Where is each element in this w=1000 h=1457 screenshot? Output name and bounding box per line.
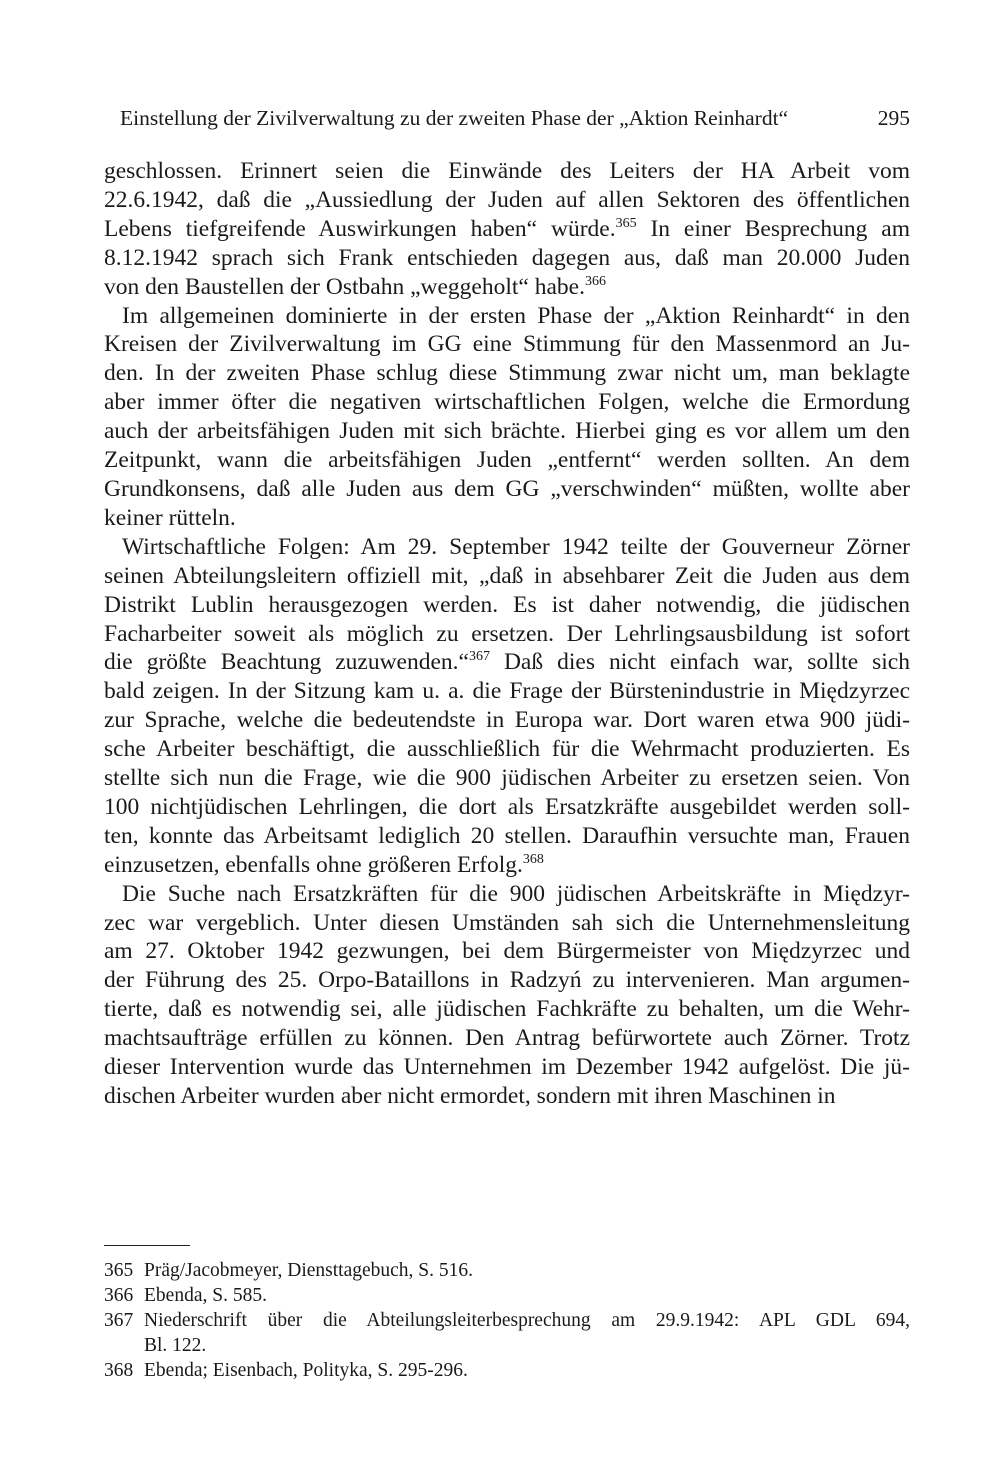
text-line: Facharbeiter soweit als möglich zu ersetzen. Der Lehrlingsausbildung ist sofort <box>104 620 910 647</box>
footnotes <box>104 1258 910 1383</box>
footnote-number: 367 <box>104 1310 134 1331</box>
footnote-reference[interactable]: 368 <box>522 851 544 867</box>
footnote <box>104 1358 910 1383</box>
text-line: ten, konnte das Arbeitsamt lediglich 20 stellen. Daraufhin versuchte man, Frauen <box>104 822 910 849</box>
text-line: dischen Arbeiter wurden aber nicht ermordet, sondern mit ihren Maschinen in <box>104 1083 836 1109</box>
text-line: Die Suche nach Ersatzkräften für die 900 jüdischen Arbeitskräfte in Międzyr- <box>122 880 910 907</box>
paragraph <box>104 533 910 880</box>
footnote-text: Niederschrift über die Abteilungsleiterbesprechung am 29.9.1942: APL GDL 694, <box>144 1310 910 1331</box>
footnote-text: Ebenda; Eisenbach, Polityka, S. 295-296. <box>144 1360 468 1381</box>
footnote-text: Präg/Jacobmeyer, Diensttagebuch, S. 516. <box>144 1260 474 1281</box>
text-line: einzusetzen, ebenfalls ohne größeren Erfolg.$^{368}$ <box>104 851 544 878</box>
text-line: 22.6.1942, daß die „Aussiedlung der Juden auf allen Sektoren des öffentlichen <box>104 186 910 213</box>
text-line: stellte sich nun die Frage, wie die 900 jüdischen Arbeiter zu ersetzen seien. Von <box>104 765 910 792</box>
text-line: den. In der zweiten Phase schlug diese Stimmung zwar nicht um, man beklagte <box>104 360 910 387</box>
text-line: von den Baustellen der Ostbahn „weggeholt“ habe.$^{366}$ <box>104 273 606 300</box>
text-line: am 27. Oktober 1942 gezwungen, bei dem Bürgermeister von Międzyrzec und <box>104 938 910 965</box>
text-line: zur Sprache, welche die bedeutendste in Europa war. Dort waren etwa 900 jüdi- <box>104 707 910 734</box>
text-line: der Führung des 25. Orpo-Bataillons in Radzyń zu intervenieren. Man argumen- <box>104 967 910 994</box>
text-line: aber immer öfter die negativen wirtschaftlichen Folgen, welche die Ermordung <box>104 389 910 416</box>
footnote <box>104 1283 910 1308</box>
footnote-reference[interactable]: 367 <box>468 649 490 665</box>
footnote-number: 368 <box>104 1360 134 1381</box>
text-line: Lebens tiefgreifende Auswirkungen haben“ würde.$^{365}$ In einer Besprechung am <box>104 215 910 242</box>
footnote-reference[interactable]: 365 <box>615 215 637 231</box>
paragraph <box>104 302 910 533</box>
text-line: Distrikt Lublin herausgezogen werden. Es ist daher notwendig, die jüdischen <box>104 591 910 618</box>
main-text <box>104 157 910 1111</box>
text-line: keiner rütteln. <box>104 504 236 531</box>
footnote-text: Bl. 122. <box>144 1335 207 1356</box>
footnote-number: 365 <box>104 1260 134 1281</box>
text-line: 8.12.1942 sprach sich Frank entschieden dagegen aus, daß man 20.000 Juden <box>104 244 910 271</box>
text-line: geschlossen. Erinnert seien die Einwände des Leiters der HA Arbeit vom <box>104 158 910 184</box>
text-line: bald zeigen. In der Sitzung kam u. a. die Frage der Bürstenindustrie in Międzyrzec <box>104 678 910 705</box>
footnote-separator <box>104 1245 190 1246</box>
text-line: sche Arbeiter beschäftigt, die ausschließlich für die Wehrmacht produzierten. Es <box>104 736 910 763</box>
text-line: zec war vergeblich. Unter diesen Umständen sah sich die Unternehmensleitung <box>104 909 910 936</box>
text-line: auch der arbeitsfähigen Juden mit sich brächte. Hierbei ging es vor allem um den <box>104 418 910 445</box>
text-line: seinen Abteilungsleitern offiziell mit, „daß in absehbarer Zeit die Juden aus dem <box>104 562 910 589</box>
text-line: tierte, daß es notwendig sei, alle jüdischen Fachkräfte zu behalten, um die Wehr- <box>104 996 910 1023</box>
footnote <box>104 1308 910 1358</box>
paragraph <box>104 880 910 1111</box>
text-line: Im allgemeinen dominierte in der ersten Phase der „Aktion Reinhardt“ in den <box>122 302 910 329</box>
text-line: Kreisen der Zivilverwaltung im GG eine Stimmung für den Massenmord an Ju- <box>104 331 910 358</box>
footnote <box>104 1258 910 1283</box>
footnote-number: 366 <box>104 1285 134 1306</box>
footnote-reference[interactable]: 366 <box>584 273 606 289</box>
page-number: 295 <box>877 106 910 130</box>
text-line: 100 nichtjüdischen Lehrlingen, die dort als Ersatzkräfte ausgebildet werden soll- <box>104 793 910 820</box>
text-line: Zeitpunkt, wann die arbeitsfähigen Juden „entfernt“ werden sollten. An dem <box>104 447 910 474</box>
paragraph <box>104 157 910 302</box>
running-header <box>120 104 910 132</box>
text-line: machtsaufträge erfüllen zu können. Den Antrag befürwortete auch Zörner. Trotz <box>104 1025 910 1052</box>
footnote-text: Ebenda, S. 585. <box>144 1285 267 1306</box>
text-line: Wirtschaftliche Folgen: Am 29. September 1942 teilte der Gouverneur Zörner <box>122 533 910 560</box>
text-line: Grundkonsens, daß alle Juden aus dem GG „verschwinden“ müßten, wollte aber <box>104 475 910 502</box>
text-line: die größte Beachtung zuzuwenden.“$^{367}$ Daß dies nicht einfach war, sollte sich <box>104 649 910 676</box>
text-line: dieser Intervention wurde das Unternehmen im Dezember 1942 aufgelöst. Die jü- <box>104 1054 910 1081</box>
running-title: Einstellung der Zivilverwaltung zu der zweiten Phase der „Aktion Reinhardt“ <box>120 106 789 130</box>
